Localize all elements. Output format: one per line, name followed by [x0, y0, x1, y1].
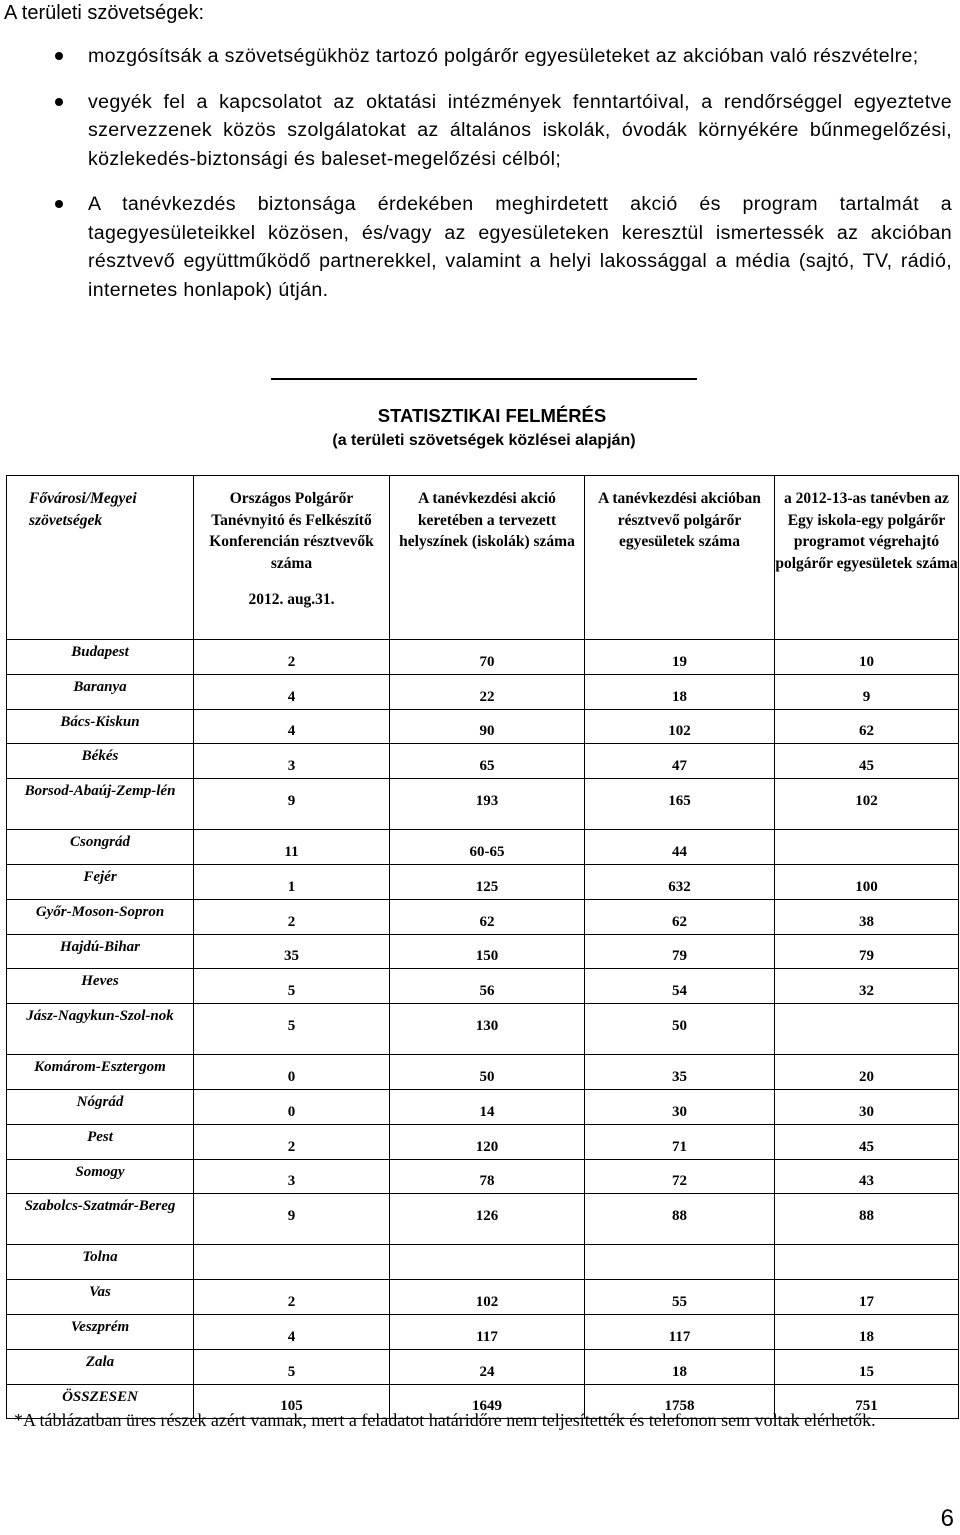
- value-cell: [390, 1245, 585, 1280]
- region-cell: Zala: [7, 1349, 194, 1384]
- region-cell: Békés: [7, 744, 194, 779]
- value-cell: 102: [585, 709, 775, 744]
- value-cell: 71: [585, 1124, 775, 1159]
- value-cell: 100: [775, 864, 959, 899]
- table-row: [7, 1055, 959, 1090]
- stats-table: [6, 475, 959, 1419]
- bullet-text: vegyék fel a kapcsolatot az oktatási intézmények fenntartóival, a rendőrséggel egyeztetve szervezzenek közös szolgálatokat az általános iskolák, óvodák környékére bűnmegelőzési, közlekedés-biztonsági és baleset-megelőzési célból;: [88, 90, 952, 170]
- value-cell: 30: [775, 1089, 959, 1124]
- value-cell: 1758: [585, 1384, 775, 1419]
- region-cell: Tolna: [7, 1245, 194, 1280]
- stats-body: [7, 640, 959, 1419]
- value-cell: 60-65: [390, 830, 585, 865]
- value-cell: 105: [194, 1384, 390, 1419]
- table-row: [7, 674, 959, 709]
- value-cell: 18: [585, 1349, 775, 1384]
- value-cell: 150: [390, 934, 585, 969]
- value-cell: 18: [775, 1314, 959, 1349]
- value-cell: 78: [390, 1159, 585, 1194]
- value-cell: 22: [390, 674, 585, 709]
- value-cell: 2: [194, 1280, 390, 1315]
- table-row: [7, 640, 959, 675]
- value-cell: 24: [390, 1349, 585, 1384]
- value-cell: 79: [775, 934, 959, 969]
- page-number: 6: [940, 1505, 954, 1532]
- value-cell: 11: [194, 830, 390, 865]
- value-cell: [775, 1004, 959, 1055]
- region-cell: Vas: [7, 1280, 194, 1315]
- region-cell: Budapest: [7, 640, 194, 675]
- bullet-item: [0, 190, 952, 304]
- value-cell: [194, 1245, 390, 1280]
- value-cell: 130: [390, 1004, 585, 1055]
- table-row: [7, 1314, 959, 1349]
- stats-title: STATISZTIKAI FELMÉRÉS: [377, 405, 607, 426]
- value-cell: 50: [585, 1004, 775, 1055]
- bullet-dot-icon: [55, 98, 63, 106]
- table-row: [7, 1124, 959, 1159]
- table-row: [7, 1245, 959, 1280]
- value-cell: 19: [585, 640, 775, 675]
- table-row: [7, 864, 959, 899]
- region-cell: Veszprém: [7, 1314, 194, 1349]
- value-cell: 5: [194, 969, 390, 1004]
- value-cell: 4: [194, 709, 390, 744]
- value-cell: 4: [194, 1314, 390, 1349]
- value-cell: [585, 1245, 775, 1280]
- table-row: [7, 830, 959, 865]
- value-cell: 62: [585, 899, 775, 934]
- region-cell: Nógrád: [7, 1089, 194, 1124]
- table-row: [7, 899, 959, 934]
- value-cell: 70: [390, 640, 585, 675]
- value-cell: 1: [194, 864, 390, 899]
- value-cell: 14: [390, 1089, 585, 1124]
- value-cell: 88: [585, 1194, 775, 1245]
- table-row: [7, 1194, 959, 1245]
- value-cell: 165: [585, 779, 775, 830]
- value-cell: 0: [194, 1089, 390, 1124]
- bullet-item: [0, 42, 952, 71]
- value-cell: 2: [194, 899, 390, 934]
- header-associations: A tanévkezdési akcióban résztvevő polgárőr egyesületek száma: [585, 476, 775, 640]
- value-cell: 18: [585, 674, 775, 709]
- table-row: [7, 779, 959, 830]
- value-cell: 30: [585, 1089, 775, 1124]
- value-cell: [775, 830, 959, 865]
- table-row: [7, 969, 959, 1004]
- bullet-dot-icon: [55, 200, 63, 208]
- value-cell: 0: [194, 1055, 390, 1090]
- footnote: *A táblázatban üres részek azért vannak, mert a feladatot határidőre nem teljesítették és telefonon sem voltak elérhetők.: [14, 1410, 876, 1430]
- value-cell: 117: [585, 1314, 775, 1349]
- value-cell: 1649: [390, 1384, 585, 1419]
- value-cell: 102: [775, 779, 959, 830]
- value-cell: 55: [585, 1280, 775, 1315]
- value-cell: 751: [775, 1384, 959, 1419]
- value-cell: 65: [390, 744, 585, 779]
- value-cell: 44: [585, 830, 775, 865]
- value-cell: 47: [585, 744, 775, 779]
- table-row: [7, 744, 959, 779]
- bullet-list: [0, 42, 952, 321]
- value-cell: 120: [390, 1124, 585, 1159]
- value-cell: 15: [775, 1349, 959, 1384]
- section-divider: [271, 378, 697, 380]
- value-cell: 20: [775, 1055, 959, 1090]
- value-cell: 17: [775, 1280, 959, 1315]
- value-cell: 10: [775, 640, 959, 675]
- region-cell: Borsod-Abaúj-Zemp-lén: [7, 779, 194, 830]
- value-cell: 5: [194, 1004, 390, 1055]
- table-row: [7, 1349, 959, 1384]
- region-cell: Pest: [7, 1124, 194, 1159]
- value-cell: 32: [775, 969, 959, 1004]
- bullet-dot-icon: [55, 52, 63, 60]
- value-cell: 35: [194, 934, 390, 969]
- value-cell: 2: [194, 640, 390, 675]
- bullet-item: [0, 88, 952, 174]
- value-cell: 45: [775, 1124, 959, 1159]
- value-cell: 125: [390, 864, 585, 899]
- value-cell: 193: [390, 779, 585, 830]
- region-cell: Hajdú-Bihar: [7, 934, 194, 969]
- table-row: [7, 709, 959, 744]
- value-cell: 5: [194, 1349, 390, 1384]
- header-locations: A tanévkezdési akció keretében a tervezett helyszínek (iskolák) száma: [390, 476, 585, 640]
- value-cell: 117: [390, 1314, 585, 1349]
- table-row: [7, 1004, 959, 1055]
- value-cell: 9: [775, 674, 959, 709]
- table-row: [7, 1280, 959, 1315]
- header-region: Fővárosi/Megyei szövetségek: [7, 476, 194, 640]
- value-cell: 632: [585, 864, 775, 899]
- region-cell: Bács-Kiskun: [7, 709, 194, 744]
- value-cell: 9: [194, 779, 390, 830]
- stats-subtitle: (a területi szövetségek közlései alapján): [332, 432, 636, 449]
- value-cell: 3: [194, 1159, 390, 1194]
- region-cell: Komárom-Esztergom: [7, 1055, 194, 1090]
- region-cell: Jász-Nagykun-Szol-nok: [7, 1004, 194, 1055]
- region-cell: Szabolcs-Szatmár-Bereg: [7, 1194, 194, 1245]
- value-cell: 90: [390, 709, 585, 744]
- value-cell: 56: [390, 969, 585, 1004]
- value-cell: 62: [390, 899, 585, 934]
- value-cell: 54: [585, 969, 775, 1004]
- value-cell: 88: [775, 1194, 959, 1245]
- value-cell: 43: [775, 1159, 959, 1194]
- region-cell: Somogy: [7, 1159, 194, 1194]
- value-cell: 4: [194, 674, 390, 709]
- value-cell: 2: [194, 1124, 390, 1159]
- value-cell: 35: [585, 1055, 775, 1090]
- region-cell: Csongrád: [7, 830, 194, 865]
- value-cell: 38: [775, 899, 959, 934]
- value-cell: 102: [390, 1280, 585, 1315]
- region-cell: Baranya: [7, 674, 194, 709]
- table-row: [7, 1089, 959, 1124]
- region-cell: Heves: [7, 969, 194, 1004]
- header-program: a 2012-13-as tanévben az Egy iskola-egy polgárőr programot végrehajtó polgárőr egyesületek száma: [775, 476, 959, 640]
- header-conference: Országos Polgárőr Tanévnyitó és Felkészítő Konferencián résztvevők száma 2012. aug.31.: [194, 476, 390, 640]
- value-cell: [775, 1245, 959, 1280]
- header-date: 2012. aug.31.: [248, 591, 335, 608]
- value-cell: 45: [775, 744, 959, 779]
- table-row: [7, 934, 959, 969]
- region-cell: Fejér: [7, 864, 194, 899]
- value-cell: 126: [390, 1194, 585, 1245]
- region-cell: ÖSSZESEN: [7, 1384, 194, 1419]
- table-header-row: [7, 476, 959, 640]
- bullet-text: mozgósítsák a szövetségükhöz tartozó polgárőr egyesületeket az akcióban való részvételre;: [88, 45, 919, 67]
- bullet-text: A tanévkezdés biztonsága érdekében meghirdetett akció és program tartalmát a tagegyesületeikkel közösen, és/vagy az egyesületeken keresztül ismertessék az akcióban résztvevő együttműködő partnerekkel, valamint a helyi lakossággal a média (sajtó, TV, rádió, internetes honlapok) útján.: [88, 193, 952, 301]
- value-cell: 50: [390, 1055, 585, 1090]
- value-cell: 79: [585, 934, 775, 969]
- table-row: [7, 1159, 959, 1194]
- value-cell: 9: [194, 1194, 390, 1245]
- region-cell: Győr-Moson-Sopron: [7, 899, 194, 934]
- value-cell: 72: [585, 1159, 775, 1194]
- value-cell: 62: [775, 709, 959, 744]
- value-cell: 3: [194, 744, 390, 779]
- intro-heading: A területi szövetségek:: [4, 2, 205, 24]
